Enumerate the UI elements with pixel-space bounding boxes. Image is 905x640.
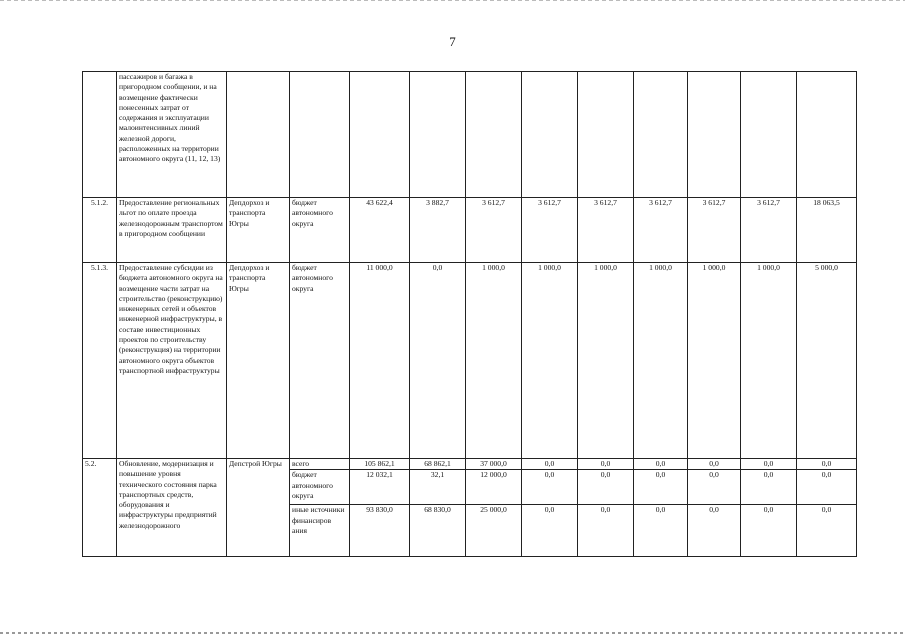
table-row	[83, 263, 857, 459]
value-cell	[634, 72, 688, 198]
row-executor: Депдорхоз и транспорта Югры	[227, 263, 290, 459]
value-cell: 3 612,7	[466, 198, 522, 263]
value-cell: 0,0	[634, 459, 688, 470]
row-number: 5.2.	[83, 459, 117, 557]
row-funding-source: бюджет автономного округа	[290, 198, 350, 263]
value-cell: 0,0	[688, 470, 741, 505]
row-number: 5.1.2.	[83, 198, 117, 263]
value-cell	[578, 72, 634, 198]
row-executor: Депстрой Югры	[227, 459, 290, 557]
value-cell: 3 612,7	[634, 198, 688, 263]
row-executor: Депдорхоз и транспорта Югры	[227, 198, 290, 263]
value-cell: 12 000,0	[466, 470, 522, 505]
value-cell: 0,0	[522, 459, 578, 470]
value-cell: 11 000,0	[350, 263, 410, 459]
value-cell: 0,0	[578, 459, 634, 470]
row-description: Предоставление субсидии из бюджета автономного округа на возмещение части затрат на строительство (реконструкцию) инженерных сетей и объектов инженерной инфраструктуры, в составе инвестиционных проектов по строительству (реконструкция) на территории автономного округа объектов транспортной инфраструктуры	[117, 263, 227, 459]
value-cell: 0,0	[688, 505, 741, 557]
value-cell: 43 622,4	[350, 198, 410, 263]
table-row	[83, 72, 857, 198]
row-funding-source: всего	[290, 459, 350, 470]
value-cell: 0,0	[741, 470, 797, 505]
value-cell: 25 000,0	[466, 505, 522, 557]
value-cell: 3 612,7	[578, 198, 634, 263]
page-number: 7	[449, 34, 456, 49]
value-cell: 0,0	[797, 459, 857, 470]
value-cell	[797, 72, 857, 198]
value-cell	[522, 72, 578, 198]
program-table	[82, 71, 857, 557]
value-cell: 1 000,0	[634, 263, 688, 459]
row-funding-source: иные источники финансиров ания	[290, 505, 350, 557]
row-number: 5.1.3.	[83, 263, 117, 459]
value-cell: 68 862,1	[410, 459, 466, 470]
value-cell: 0,0	[522, 470, 578, 505]
value-cell: 0,0	[688, 459, 741, 470]
value-cell: 12 032,1	[350, 470, 410, 505]
value-cell: 1 000,0	[741, 263, 797, 459]
scan-edge-bottom	[0, 632, 905, 634]
value-cell: 3 612,7	[688, 198, 741, 263]
value-cell	[688, 72, 741, 198]
value-cell: 0,0	[797, 470, 857, 505]
table-row	[83, 459, 857, 470]
row-description: Предоставление региональных льгот по оплате проезда железнодорожным транспортом в пригородном сообщении	[117, 198, 227, 263]
row-executor	[227, 72, 290, 198]
value-cell: 0,0	[578, 470, 634, 505]
value-cell: 68 830,0	[410, 505, 466, 557]
table-row	[83, 198, 857, 263]
value-cell: 1 000,0	[688, 263, 741, 459]
value-cell	[466, 72, 522, 198]
value-cell: 0,0	[522, 505, 578, 557]
value-cell: 3 612,7	[741, 198, 797, 263]
value-cell: 5 000,0	[797, 263, 857, 459]
value-cell	[741, 72, 797, 198]
value-cell: 32,1	[410, 470, 466, 505]
value-cell: 1 000,0	[522, 263, 578, 459]
value-cell: 0,0	[797, 505, 857, 557]
value-cell: 1 000,0	[466, 263, 522, 459]
value-cell: 0,0	[634, 505, 688, 557]
value-cell	[350, 72, 410, 198]
row-funding-source: бюджет автономного округа	[290, 263, 350, 459]
value-cell	[410, 72, 466, 198]
value-cell: 37 000,0	[466, 459, 522, 470]
value-cell: 0,0	[634, 470, 688, 505]
row-description: пассажиров и багажа в пригородном сообщении, и на возмещение фактически понесенных затрат от содержания и эксплуатации малоинтенсивных линий железной дороги, расположенных на территории автономного округа (11, 12, 13)	[117, 72, 227, 198]
row-description: Обновление, модернизация и повышение уровня технического состояния парка транспортных средств, оборудования и инфраструктуры предприятий железнодорожного	[117, 459, 227, 557]
row-funding-source	[290, 72, 350, 198]
value-cell: 93 830,0	[350, 505, 410, 557]
value-cell: 105 862,1	[350, 459, 410, 470]
value-cell: 1 000,0	[578, 263, 634, 459]
value-cell: 0,0	[578, 505, 634, 557]
value-cell: 3 612,7	[522, 198, 578, 263]
value-cell: 0,0	[741, 459, 797, 470]
value-cell: 0,0	[410, 263, 466, 459]
scan-edge-top	[0, 0, 905, 1]
value-cell: 0,0	[741, 505, 797, 557]
value-cell: 18 063,5	[797, 198, 857, 263]
row-funding-source: бюджет автономного округа	[290, 470, 350, 505]
row-number	[83, 72, 117, 198]
value-cell: 3 882,7	[410, 198, 466, 263]
